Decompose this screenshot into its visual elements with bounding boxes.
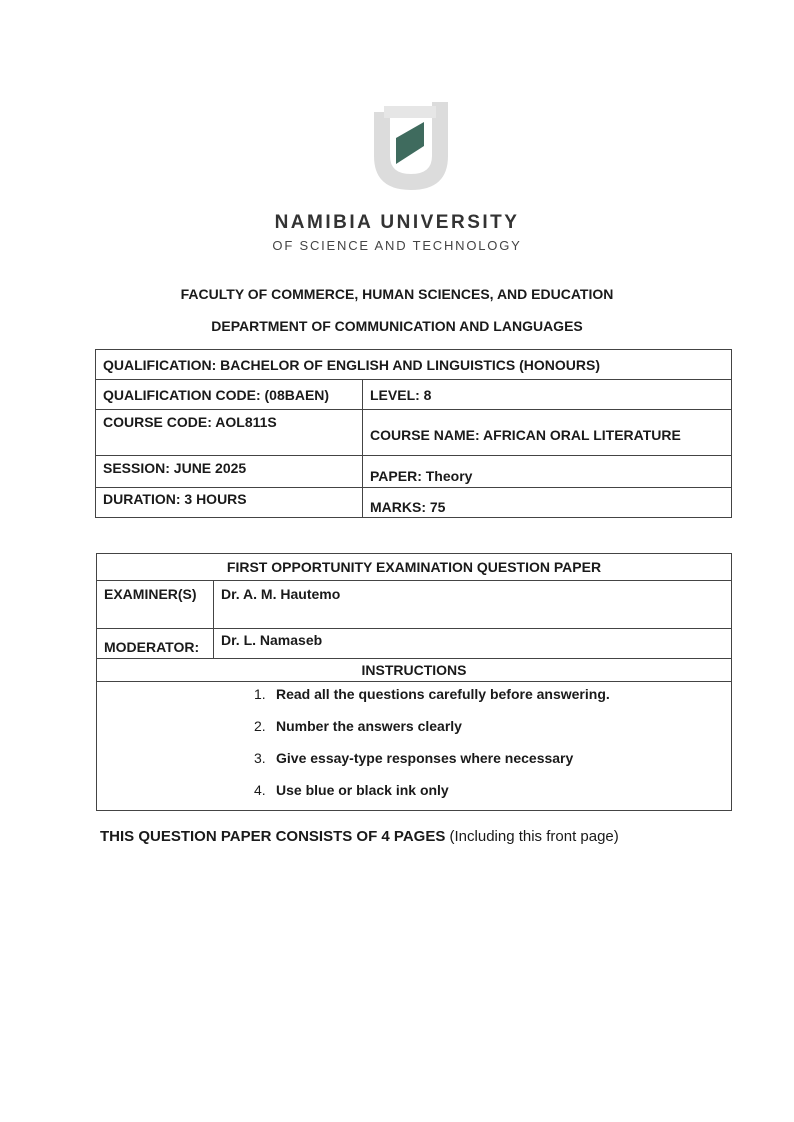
moderator-label: MODERATOR: (97, 629, 214, 659)
page-count-detail: (Including this front page) (445, 828, 619, 845)
instruction-text: Give essay-type responses where necessary (276, 750, 574, 766)
department-heading: DEPARTMENT OF COMMUNICATION AND LANGUAGES (211, 318, 583, 334)
course-code: COURSE CODE: AOL811S (96, 410, 363, 456)
examiner-name: Dr. A. M. Hautemo (214, 581, 732, 629)
instruction-number: 1. (254, 686, 266, 702)
instruction-item (104, 746, 724, 778)
instruction-number: 3. (254, 750, 266, 766)
exam-info-table (96, 553, 732, 811)
course-name: COURSE NAME: AFRICAN ORAL LITERATURE (363, 410, 732, 456)
exam-title: FIRST OPPORTUNITY EXAMINATION QUESTION PAPER (97, 554, 732, 581)
instruction-item (104, 778, 724, 810)
page-count: THIS QUESTION PAPER CONSISTS OF 4 PAGES (100, 828, 446, 845)
instruction-number: 2. (254, 718, 266, 734)
session: SESSION: JUNE 2025 (96, 456, 363, 488)
qualification: QUALIFICATION: BACHELOR OF ENGLISH AND LINGUISTICS (HONOURS) (96, 350, 732, 380)
instruction-text: Use blue or black ink only (276, 782, 449, 798)
instruction-item (104, 714, 724, 746)
instructions-title: INSTRUCTIONS (97, 659, 732, 682)
instructions-list (104, 682, 724, 810)
examiner-label: EXAMINER(S) (97, 581, 214, 629)
paper: PAPER: Theory (363, 456, 732, 488)
course-details-table (95, 349, 732, 518)
university-subtitle: OF SCIENCE AND TECHNOLOGY (272, 238, 522, 253)
instruction-item (104, 682, 724, 714)
university-logo (366, 98, 456, 194)
university-name: NAMIBIA UNIVERSITY (274, 212, 520, 233)
instruction-number: 4. (254, 782, 266, 798)
level: LEVEL: 8 (363, 380, 732, 410)
faculty-heading: FACULTY OF COMMERCE, HUMAN SCIENCES, AND EDUCATION (180, 286, 614, 302)
instruction-text: Number the answers clearly (276, 718, 462, 734)
page-count-note (100, 828, 619, 845)
moderator-name: Dr. L. Namaseb (214, 629, 732, 659)
marks: MARKS: 75 (363, 488, 732, 518)
qualification-code: QUALIFICATION CODE: (08BAEN) (96, 380, 363, 410)
duration: DURATION: 3 HOURS (96, 488, 363, 518)
instruction-text: Read all the questions carefully before answering. (276, 686, 610, 702)
